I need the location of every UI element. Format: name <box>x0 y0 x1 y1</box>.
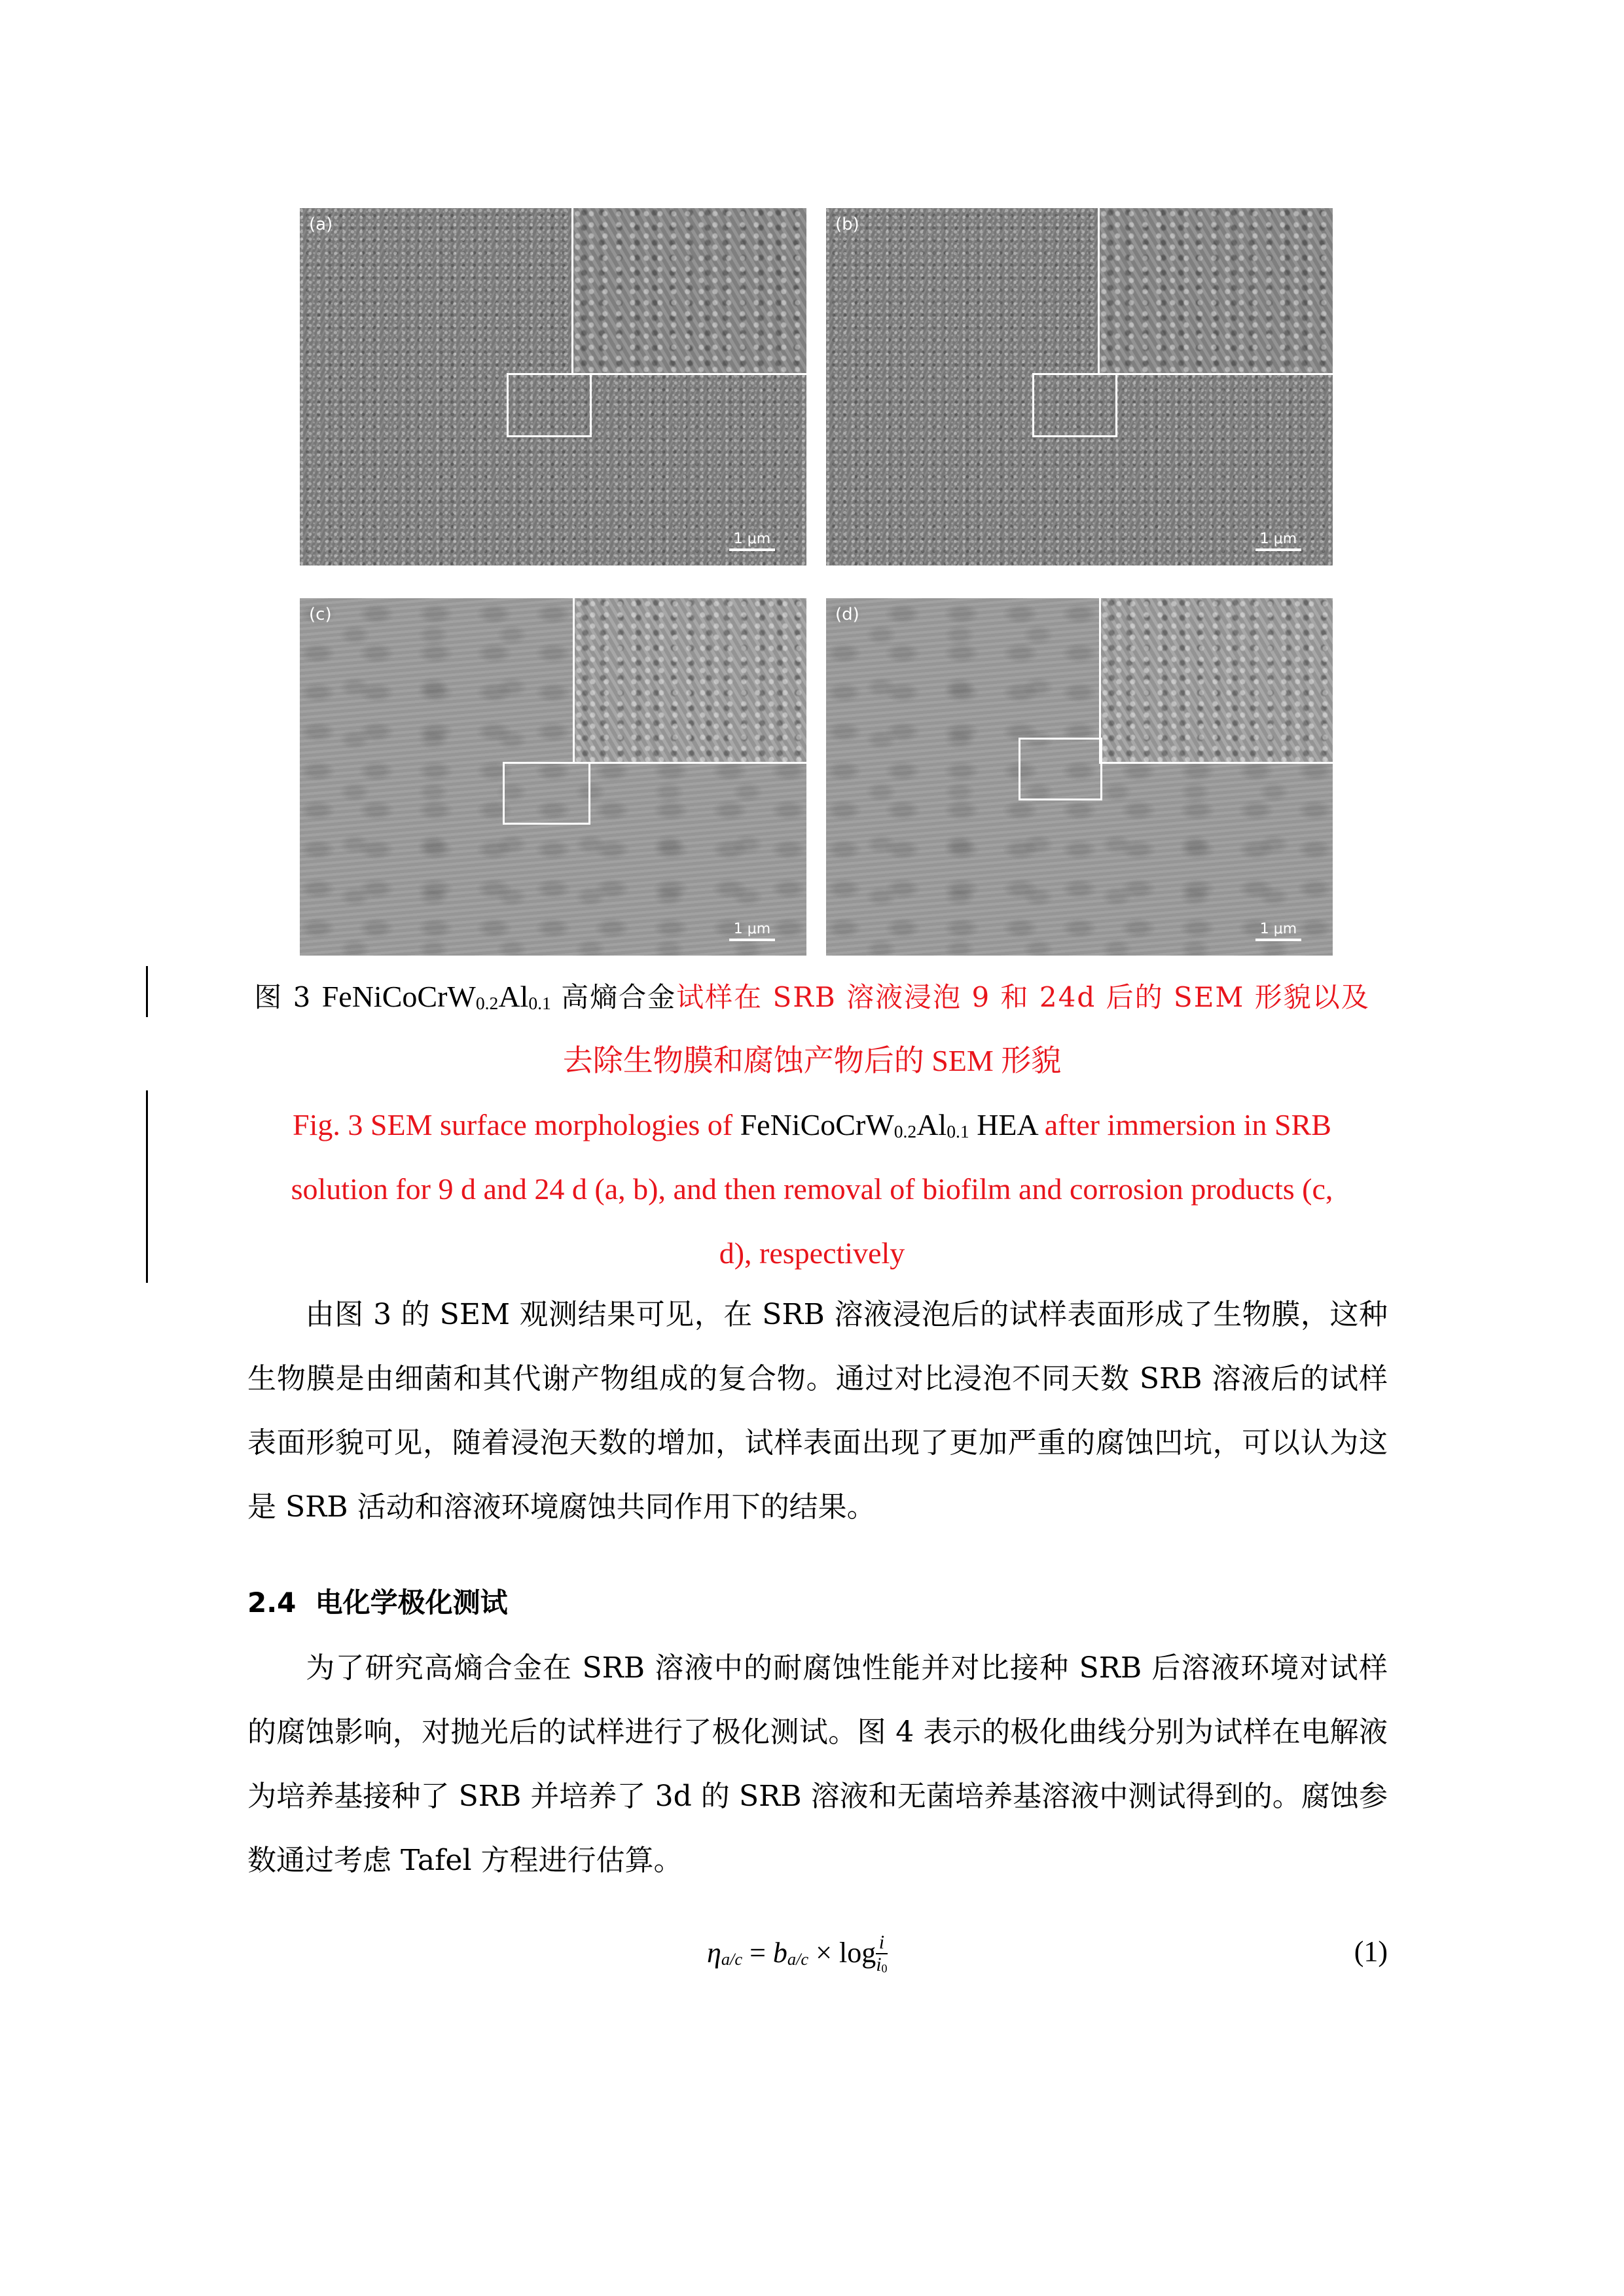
panel-label: (a) <box>309 215 333 234</box>
figure-caption-cn-line1 <box>131 965 1493 1035</box>
panel-label: (c) <box>309 605 332 624</box>
caption-en-line1-rest: after immersion in SRB <box>1037 1108 1331 1141</box>
zoom-region-box <box>1019 738 1102 800</box>
zoom-region-box <box>507 373 592 437</box>
zoom-region-box <box>1032 373 1117 437</box>
scale-bar <box>729 531 775 551</box>
magnified-inset <box>1098 208 1333 375</box>
scale-bar-line <box>1255 939 1301 941</box>
scale-bar-line <box>1255 548 1301 551</box>
paragraph-1-text: 由图 3 的 SEM 观测结果可见，在 SRB 溶液浸泡后的试样表面形成了生物膜，这种生物膜是由细菌和其代谢产物组成的复合物。通过对比浸泡不同天数 SRB 溶液后的试样表面形貌可见，随着浸泡天数的增加，试样表面出现了更加严重的腐蚀凹坑，可以认为这是 SRB 活动和溶液环境腐蚀共同作用下的结果。 <box>247 1298 1388 1524</box>
sem-panel-c <box>300 598 806 956</box>
section-heading <box>247 1581 508 1621</box>
scale-bar-label: 1 μm <box>1259 531 1297 547</box>
figure-caption-en-line3: d), respectively <box>719 1236 905 1270</box>
magnified-inset <box>573 598 806 764</box>
body-paragraph-1 <box>247 1283 1388 1539</box>
panel-label: (d) <box>835 605 859 624</box>
scale-bar-line <box>729 548 775 551</box>
panel-label: (b) <box>835 215 859 234</box>
alloy-formula: $FeNiCoCrW_{0.2}Al_{0.1}$ <box>321 980 551 1014</box>
scale-bar-label: 1 μm <box>1259 921 1297 937</box>
zoom-region-box <box>503 762 590 825</box>
equation-fraction: $\frac{i}{i_0}$ <box>876 1932 887 1979</box>
alloy-formula: $FeNiCoCrW_{0.2}Al_{0.1}$ HEA <box>740 1108 1038 1142</box>
scale-bar-label: 1 μm <box>733 921 771 937</box>
sem-panel-a <box>300 208 806 565</box>
figure-caption-en-line1 <box>131 1093 1493 1164</box>
caption-cn-line1-text: 试样在 SRB 溶液浸泡 9 和 24d 后的 SEM 形貌以及 <box>676 981 1370 1013</box>
magnified-inset <box>1099 598 1333 764</box>
scale-bar-line <box>729 939 775 941</box>
caption-en-prefix: Fig. 3 SEM surface morphologies of <box>293 1108 740 1141</box>
caption-cn-prefix: 图 3 <box>254 981 322 1013</box>
figure-caption-cn-line2: 去除生物膜和腐蚀产物后的 SEM 形貌 <box>562 1044 1062 1077</box>
sem-panel-d <box>826 598 1333 956</box>
section-number: 2.4 <box>247 1587 297 1619</box>
equation-number: (1) <box>1354 1935 1388 1967</box>
magnified-inset <box>571 208 806 375</box>
sem-panel-b <box>826 208 1333 565</box>
section-title: 电化学极化测试 <box>315 1587 508 1619</box>
scale-bar-label: 1 μm <box>733 531 771 547</box>
scale-bar <box>729 921 775 941</box>
sem-figure <box>300 208 1333 957</box>
body-paragraph-2 <box>247 1636 1388 1893</box>
paragraph-2-text: 为了研究高熵合金在 SRB 溶液中的耐腐蚀性能并对比接种 SRB 后溶液环境对试样的腐蚀影响，对抛光后的试样进行了极化测试。图 4 表示的极化曲线分别为试样在电解液为培养基接种了 SRB 并培养了 3d 的 SRB 溶液和无菌培养基溶液中测试得到的。腐蚀参数通过考虑 Tafel 方程进行估算。 <box>247 1651 1388 1877</box>
scale-bar <box>1255 531 1301 551</box>
caption-cn-alloy-suffix: 高熵合金 <box>550 981 677 1013</box>
figure-caption-en-line2: solution for 9 d and 24 d (a, b), and then removal of biofilm and corrosion products (c, <box>291 1172 1333 1206</box>
tafel-equation: $\eta_{a/c} = b_{a/c} \times \log$ $\frac{i}{i_0}$ <box>707 1932 888 1979</box>
scale-bar <box>1255 921 1301 941</box>
